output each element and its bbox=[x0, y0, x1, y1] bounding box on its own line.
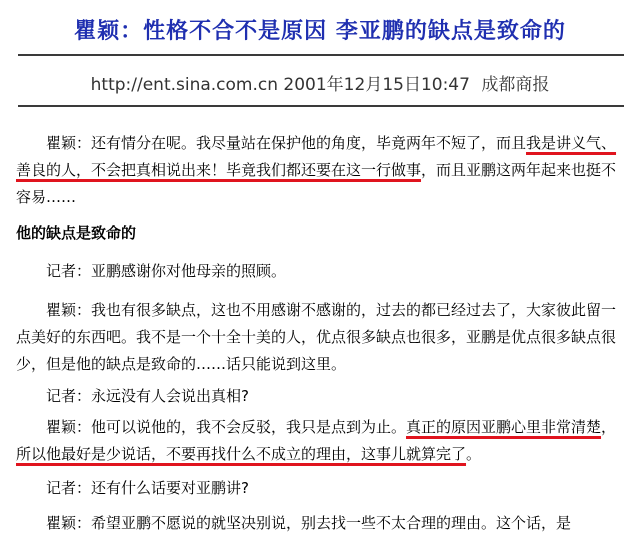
text-segment: 他的缺点是致命的 bbox=[16, 224, 137, 242]
text-segment: 瞿颖：他可以说他的，我不会反驳，我只是点到为止。 bbox=[46, 418, 407, 436]
highlighted-text: 我是讲义气、善良的人，不会把真相说出来！毕竟我们都还要在这一行做事 bbox=[16, 134, 617, 179]
text-segment: ，而且亚鹏这两年起来也挺不容易…… bbox=[16, 161, 617, 206]
text-segment: 瞿颖：我也有很多缺点，这也不用感谢不感谢的，过去的都已经过去了，大家彼此留一点美好的东西吧。我不是一个十全十美的人，优点很多缺点也很多，亚鹏是优点很多缺点很少，但是他的缺点是致命的……话只能说到这里。 bbox=[16, 301, 617, 373]
paragraph bbox=[16, 383, 626, 410]
paragraph bbox=[16, 297, 626, 378]
text-segment: 记者：永远没有人会说出真相? bbox=[46, 387, 249, 405]
text-segment: 。 bbox=[466, 445, 482, 463]
article-source-line bbox=[0, 70, 640, 95]
source-url: http://ent.sina.com.cn bbox=[90, 75, 279, 95]
paragraph bbox=[16, 414, 626, 468]
text-segment: 记者：还有什么话要对亚鹏讲? bbox=[46, 479, 249, 497]
text-segment: 记者：亚鹏感谢你对他母亲的照顾。 bbox=[46, 262, 287, 280]
source-divider bbox=[18, 105, 624, 107]
paragraph bbox=[16, 130, 626, 211]
text-segment: ， bbox=[601, 418, 617, 436]
highlighted-text: 所以他最好是少说话，不要再找什么不成立的理由，这事儿就算完了 bbox=[16, 445, 467, 463]
text-segment: 瞿颖：希望亚鹏不愿说的就坚决别说，别去找一些不太合理的理由。这个话，是 bbox=[46, 514, 572, 532]
section-heading bbox=[16, 220, 626, 247]
title-divider bbox=[18, 54, 624, 56]
text-segment: 瞿颖：还有情分在呢。我尽量站在保护他的角度，毕竟两年不短了，而且 bbox=[46, 134, 527, 152]
paragraph bbox=[16, 510, 626, 537]
paragraph bbox=[16, 475, 626, 502]
publication-name: 成都商报 bbox=[481, 75, 550, 95]
paragraph bbox=[16, 258, 626, 285]
publish-datetime: 2001年12月15日10:47 bbox=[283, 75, 470, 95]
highlighted-text: 真正的原因亚鹏心里非常清楚 bbox=[406, 418, 602, 436]
article-title: 瞿颖：性格不合不是原因 李亚鹏的缺点是致命的 bbox=[74, 19, 566, 44]
